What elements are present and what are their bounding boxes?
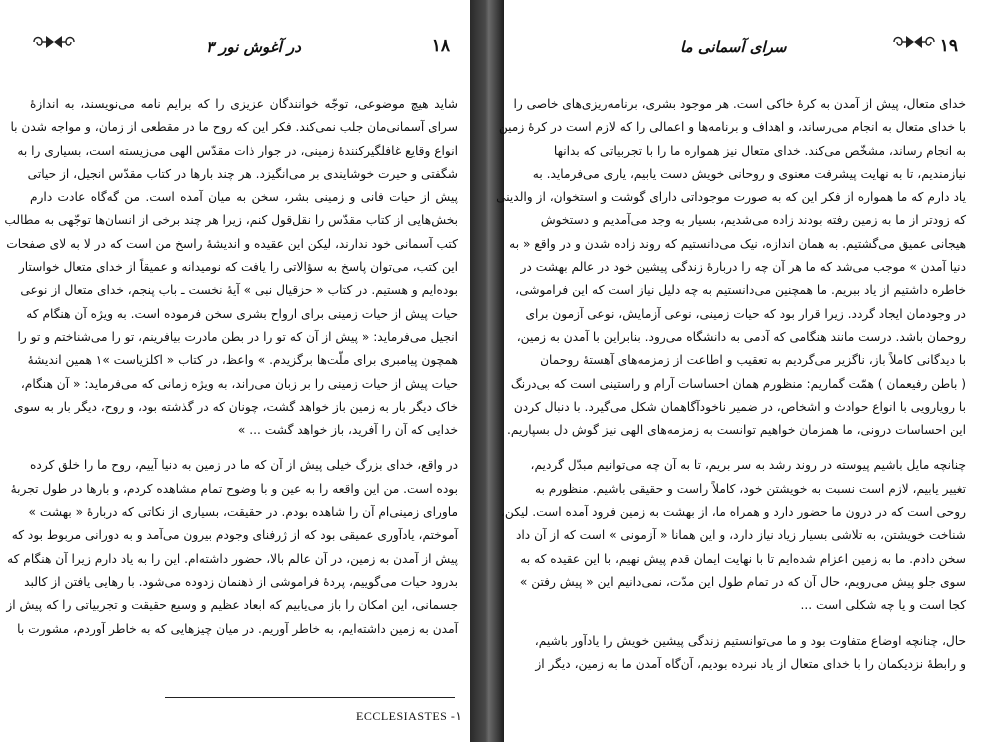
right-page bbox=[496, 0, 988, 742]
right-page-header bbox=[528, 32, 964, 62]
text-line: به انجام رساند، مشخّص می‌کند. خدای متعال نیز همواره ما را با تجربیاتی که بدانها bbox=[553, 143, 966, 158]
text-line: بدرود حیات می‌گوییم، پردهٔ فراموشی از ذهنمان زدوده می‌شود. با رهایی یافتن از کالبد bbox=[24, 574, 458, 589]
scroll-ornament-icon bbox=[890, 32, 938, 52]
text-line: انجیل می‌فرماید: « پیش از آن که تو را در بطن مادرت بیافرینم، تو را می‌شناختم و تو را bbox=[17, 329, 458, 344]
text-line: بخش‌هایی از کتاب مقدّس را نقل‌قول کنم، زیرا هر چند برخی از انسان‌ها توجّهی به مطالب bbox=[4, 213, 458, 228]
text-line: و رابطهٔ نزدیکمان را با خدای متعال از یاد نبرده بودیم، آن‌گاه آمدن ما به زمین، دیگر از bbox=[535, 656, 966, 671]
paragraph bbox=[534, 630, 966, 677]
text-line: با رویارویی با انواع حوادث و اشخاص، در ضمیر ناخودآگاهمان شکل می‌گیرد. با دنبال کردن bbox=[513, 399, 966, 414]
text-line: سوی جلو پیش می‌رویم، حال آن که در تمام طول این مدّت، نمی‌دانیم این « پیش رفتن » bbox=[519, 574, 966, 589]
text-line: با دیدگانی کاملاً باز، ناگزیر می‌گردیم به تعقیب و اطاعت از زمزمه‌های آهستهٔ روحمان bbox=[540, 353, 966, 368]
text-line: خاطره داشتیم از یاد ببریم. ما همچنین می‌دانستیم به چه دلیل نیاز است که این فراموشی، bbox=[515, 283, 966, 298]
text-line: ( باطن رفیعمان ) همّت گماریم: منظورم همان احساسات آرام و راستینی است که بی‌درنگ bbox=[510, 376, 966, 391]
running-title: سرای آسمانی ما bbox=[680, 38, 787, 56]
text-line: این احساسات درونی، ما همزمان خواهیم توانست به زمزمه‌های الهی نیز گوش دل بسپاریم. bbox=[506, 423, 966, 438]
text-line: با خدای متعال به انجام می‌رساند، و اهداف و برنامه‌ها و اعمالی را که لازم است در کرهٔ زمین bbox=[498, 120, 966, 135]
footnote: ECCLESIASTES -۱ bbox=[356, 709, 462, 723]
text-line: تغییر یابیم، لازم است نسبت به خویشتن خود، کاملاً راست و حقیقی باشیم. منظورم به bbox=[534, 481, 966, 496]
text-line: آمدن به زمین داشته‌ایم، به خاطر آوریم. در میان چیزهایی که به خاطر آوردم، مشورت با bbox=[17, 621, 458, 636]
text-line: جسمانی، این امکان را باز می‌یابیم که ابعاد عظیم و وسیع حقیقت و تجربیاتی را که پیش از bbox=[6, 598, 458, 613]
text-line: شاید هیچ موضوعی، توجّه خوانندگان عزیزی را که برایم نامه می‌نویسند، به اندازهٔ bbox=[30, 97, 458, 111]
text-line: دنیا آمدن » موجب می‌شد که ما هر آن چه را دربارهٔ زندگی پیشین خود در عالم بهشت در bbox=[520, 260, 966, 275]
left-page bbox=[0, 0, 470, 742]
footnote-divider bbox=[165, 697, 455, 698]
scroll-ornament-icon bbox=[30, 32, 78, 52]
text-line: پیش از آمدن به زمین، در آن عالم بالا، حضور داشته‌ام. این را به یاد دارم زیرا آن هنگام که bbox=[7, 551, 458, 566]
page-number: ۱۹ bbox=[939, 36, 958, 56]
text-line: هیجانی عمیق می‌گشتیم. به همان اندازه، نیک می‌دانستیم که روند زاده شدن و در واقع « به bbox=[509, 236, 966, 251]
page-number: ۱۸ bbox=[431, 36, 450, 56]
text-line: روحمان باشد. درست مانند هنگامی که آدمی به دانشگاه می‌رود. بنابراین با آمدن به زمین، bbox=[516, 329, 966, 344]
text-line: خدای متعال، پیش از آمدن به کرهٔ خاکی است. هر موجود بشری، برنامه‌ریزی‌های خاصی را bbox=[513, 97, 966, 111]
text-line: چنانچه مایل باشیم پیوسته در روند رشد به سر بریم، تا به آن چه می‌توانیم مبدّل گردیم، bbox=[530, 458, 966, 473]
paragraph bbox=[4, 93, 458, 442]
text-line: سخن دادم. ما به زمین اعزام شده‌ایم تا با نهایت ایمان قدم پیش نهیم، با این عقیده که به bbox=[520, 551, 966, 566]
text-line: شناخت خویشتن، به تلاشی بسیار زیاد نیاز دارد، و این همانا « آزمونی » است که از آن داد bbox=[515, 528, 966, 543]
paragraph bbox=[6, 454, 458, 640]
right-body-text bbox=[496, 93, 966, 676]
text-line: سرای آسمانی‌مان جلب نمی‌کند. فکر این که روح ما در مقطعی از زمان، و مواجه شدن با bbox=[10, 120, 458, 135]
text-line: بوده است. من این واقعه را به عین و با وضوح تمام مشاهده کردم، و بارها در طول تجربهٔ bbox=[10, 481, 458, 496]
text-line: در وجودمان ایجاد گردد. زیرا قرار بود که حیات زمینی، نوعی آزمایش، نوعی آزمون برای bbox=[525, 306, 966, 321]
text-line: کجا است و یا چه شکلی است ... bbox=[800, 598, 966, 613]
text-line: در واقع، خدای بزرگ خیلی پیش از آن که ما در زمین به دنیا آییم، روح ما را خلق کرده bbox=[30, 458, 458, 473]
text-line: حال، چنانچه اوضاع متفاوت بود و ما می‌توانستیم زندگی پیشین خویش را یادآور باشیم، bbox=[534, 633, 966, 648]
book-gutter bbox=[470, 0, 504, 742]
text-line: حیات پیش از حیات زمینی را بر زبان می‌راند، به ویژه زمانی که می‌فرماید: « آن هنگام، bbox=[20, 376, 458, 391]
text-line: شگفتی و حیرت خوشایندی بر می‌انگیزد. هر چند بارها در کتاب مقدّس انجیل، از حیاتی bbox=[27, 166, 458, 181]
text-line: انواع وقایع غافلگیرکنندهٔ زمینی، در جوار ذات مقدّس الهی می‌زیسته است، بسیاری را به bbox=[17, 143, 458, 158]
running-title: در آغوش نور ۳ bbox=[206, 38, 301, 56]
text-line: بوده‌ایم و هستیم. در کتاب « حزقیال نبی » آیهٔ نخست ـ باب پنجم، خدای متعال از نوعی bbox=[20, 283, 458, 298]
text-line: نیازمندیم، تا به نهایت پیشرفت معنوی و روحانی خویش دست یابیم، یاری می‌فرماید. به bbox=[532, 166, 966, 181]
text-line: خاک دیگر بار به زمین باز خواهد گشت، چونان که در گذشته بود، و روح، دیگر بار به سوی bbox=[14, 399, 458, 414]
paragraph bbox=[496, 93, 966, 442]
text-line: خدایی که آن را آفرید، باز خواهد گشت ... » bbox=[237, 423, 458, 438]
text-line: همچون پیامبری برای ملّت‌ها برگزیدم. » واعظ، در کتاب « اکلزیاست »۱ همین اندیشهٔ bbox=[27, 353, 458, 368]
text-line: کتب آسمانی خود ندارند، لیکن این عقیده و اندیشهٔ راسخ من است که در لا به لای صفحات bbox=[6, 236, 458, 251]
text-line: یاد دارم که ما همواره از فکر این که به صورت موجوداتی دارای گوشت و استخوان، از والدینی bbox=[496, 190, 966, 205]
text-line: ماورای زمینی‌ام آن را شاهده بودم. در حقیقت، بسیاری از نکاتی که دربارهٔ « بهشت » bbox=[28, 505, 458, 520]
text-line: حیات پیش از حیات زمینی برای ارواح بشری سخن فرموده است. به ویژه آن هنگام که bbox=[26, 306, 458, 321]
text-line: روحی است که در درون ما حضور دارد و همراه ما، از بهشت به زمین فرود آمده است. لیکن، bbox=[501, 505, 966, 520]
left-page-header bbox=[30, 32, 450, 62]
text-line: آموختم، یادآوری عمیقی بود که از ژرفنای وجودم بیرون می‌آمد و به دورانی مربوط بود که bbox=[11, 528, 458, 543]
paragraph bbox=[501, 454, 966, 617]
text-line: پیش از حیات فانی و زمینی بشر، سخن به میان آمده است. من گه‌گاه عادت دارم bbox=[30, 190, 458, 205]
text-line: که زودتر از ما به زمین رفته بودند زاده می‌شدیم، بسیار به وجد می‌آمدیم و دستخوش bbox=[540, 213, 966, 228]
left-body-text bbox=[4, 93, 458, 641]
text-line: این کتب، می‌توان پاسخ به سؤالاتی را یافت که نومیدانه و عمیقاً از خدای متعال خواستار bbox=[18, 260, 458, 275]
